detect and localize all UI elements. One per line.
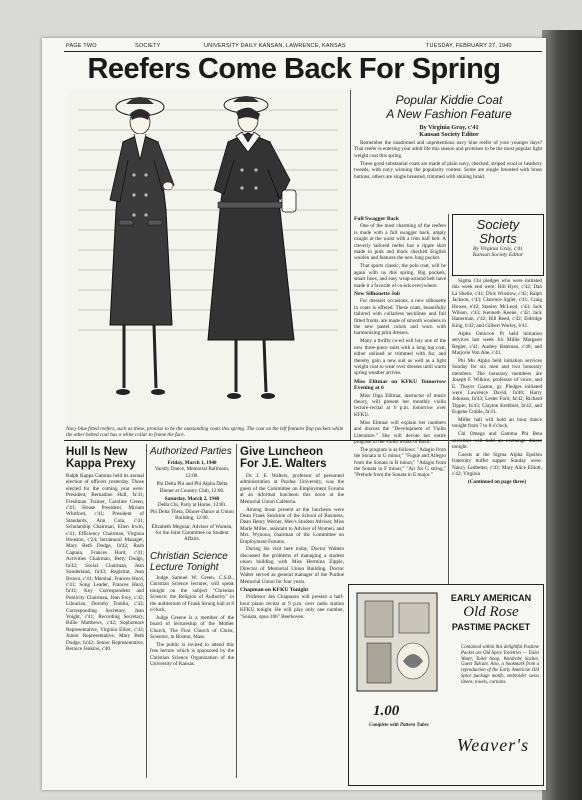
section-label: SOCIETY: [135, 43, 161, 49]
column-rule: [236, 444, 237, 778]
newspaper-page: [42, 38, 546, 790]
luncheon-story: [240, 446, 344, 621]
society-shorts-box: [452, 214, 544, 276]
feature-para: The program is as follows: "Adagio from the Sonata in G minor," "Fugue and Allegro from the Sonata in B minor," "Adagio from the Sonata in F minor," "Air for G string," "Prelude from the Sonata in E major.": [354, 446, 446, 479]
society-shorts-byline: By Virginia Gray, c'41: [473, 246, 523, 252]
society-shorts-body: [452, 278, 542, 486]
continued-note: (Continued on page three): [468, 479, 526, 486]
luncheon-subhead: Chapman on KFKU Tonight: [240, 586, 309, 593]
ad-body: Contained within this delightful Pastime Packet are Old Spice Toiletries — Toilet Water, Toilet Soap, Wardrobe Sachet, Guest Talcum. Also, a bookmark from a reproduction of the Early American Old Spice package motifs, embroider swiss linens, towels, curtains.: [461, 645, 539, 685]
feature-para: For dressier occasions, a new silhouette in coats is offered. These coats, beautifully tailored with collarless necklines and full fitted fronts, are made of smooth woolens in the new pastel colors and worn with harmonizing print dresses.: [354, 298, 446, 337]
parties-headline: Authorized Parties: [150, 446, 232, 457]
ad-product-name: PASTIME PACKET: [451, 622, 531, 632]
paper-name: UNIVERSITY DAILY KANSAN, LAWRENCE, KANSAS: [204, 43, 346, 49]
feature-byline-title: Kansan Society Editor: [419, 131, 479, 138]
party-entry: Delta Chi, Party at Home, 12:00.: [157, 502, 227, 509]
kappa-body: Ralph Kappa Gamma held its annual election of officers yesterday. Those elected for the coming year were: President, Bernadine Hull, fa'41; Freshman Trainer, Caroline Green, c'41; House President, Miriam Whitford, c'41; President of Standards, Ann Cola, c'41; Scholarship Chairman, Ellen Irwin, c'41; Efficiency Chairman, Virginia Houston, c'24; Intramural Manager, Mary Beth Dodge, fa'42; Rush Captain, Frances Hurd, c'41; Activities Chairman, Betty Dodge, fa'42; Social Chairman, Jean Sunderland, fa'43; Registrar, Jean Brown, c'41; Marshal, Frances Hurd, c'41; Song Leader, Frances Hurd, fa'41; Key Correspondent and Publicity Chairman, Jean Frey, c'42; Librarian, Dorothy Tomlin, c'43; Corresponding Secretary, Jean Voight, c'41; Recording Secretary, Billie Matthews, c'42; Sophomore Representative, Virginia Elliot, c'43; Junior Representative, Mary Beth Dodge, fa'42; Senior Representative, Bernice Jenkins, c'40.: [66, 473, 144, 652]
page-label: PAGE TWO: [66, 43, 97, 49]
shorts-para: Miller hall will hold an hour dance tonight from 7 to 8 o'clock.: [452, 417, 542, 430]
shorts-para: Guests at the Sigma Alpha Epsilon fraternity buffet supper Sunday were: Nancy Ledbetter, c'43; Mary Alice Elliott, c'42; Virginia: [452, 452, 542, 478]
feature-byline: By Virginia Gray, c'41: [419, 124, 479, 131]
parties-story: [150, 446, 234, 669]
feature-para: That sports classic, the polo coat, will be again with us this spring. Big pockets, smart lines, and easy wrap-around belt have made it a favorite of co-eds everywhere.: [354, 263, 446, 289]
feature-subhead: Full Swagger Back: [354, 216, 399, 222]
old-spice-ad: [348, 584, 544, 786]
science-para: Judge Samuel W. Green, C.S.B., Christian Science lecturer, will speak tonight on the subject "Christian Science: the Religion of Authority" in the auditorium of Frank Strong hall at 8 o'clock.: [150, 574, 234, 613]
parties-day: Friday, March 1, 1940: [167, 460, 217, 466]
feature-lead: Remember the unadorned and unpretentious navy blue reefer of your younger days? That reefer is entering your adult life this season and promises to be the most popular light weight coat this spring.: [354, 140, 542, 159]
ad-headline: EARLY AMERICAN: [450, 593, 532, 603]
column-rule: [146, 444, 147, 778]
feature-para: Many a thrifty co-ed will buy one of the new three-piece suits with a long top coat, either unlined or trimmed with fur, and thereby gain a new suit as well as a light weight coat to wear over dresses until warm spring weather arrives.: [354, 338, 446, 377]
party-entry: Elizabeth Meguiar, Adviser of Women, for the Joint Committee on Student Affairs.: [151, 523, 233, 543]
feature-para: One of the most charming of the reefers is made with a full swagger back, amply caught at the waist with a trim half belt. A cleverly tailored reefer has a ripple skirt made in pink and black checked English woolen and features the new lung pocket.: [354, 223, 446, 262]
feature-para: Miss Olga Elitmar, instructor of music theory, will present her monthly violin lecture-recital at 6 p.m. tomorrow over KFKU.: [354, 392, 446, 418]
luncheon-headline: Give Luncheon: [240, 446, 324, 458]
shorts-para: Chi Omega and Gamma Phi Beta sororities will hold an exchange dinner tonight.: [452, 431, 542, 451]
luncheon-headline-2: For J.E. Walters: [240, 458, 327, 470]
issue-date: TUESDAY, FEBRUARY 27, 1940: [426, 43, 512, 49]
feature-intro: [354, 140, 542, 181]
science-body: [150, 575, 234, 668]
product-box-image: [355, 591, 439, 695]
kappa-headline-2: Kappa Prexy: [66, 458, 136, 470]
illustration-caption: Navy blue fitted reefers, such as these, promise to be the outstanding coats this spring. The coat on the left features flap pockets while the other belted coat has a white collar to frame the face.: [66, 426, 344, 438]
binding-shadow: [542, 30, 582, 800]
ad-price-note: Complete with Pattern Tubes: [369, 723, 429, 728]
feature-para: Miss Elitmar will explain her numbers and discuss the "Development of Violin Literature." She will devote her entire program to the violin works of Bach.: [354, 419, 446, 445]
feature-column: [354, 214, 446, 480]
feature-kicker: Popular Kiddie Coat: [395, 93, 503, 107]
parties-day: Saturday, March 2, 1940: [164, 496, 220, 503]
shorts-para: Phi Mu Alpha held initiation services Sunday for six men and two honorary members. The honorary members are Joseph F. Wilkins, professor of voice, and E. Thayer Gaston, gr. Pledges initiated were Lawrence David, fa'40; Harry Johnson, fa'43; Lester Ford, fa'42; Richard Tippin, fa'43; Clayton Krehbiel, fa'42; and Eugene Crable, fa'41.: [452, 357, 542, 416]
society-shorts-title-2: Shorts: [479, 231, 517, 246]
feature-para: These good substantial coats are made of plain navy, checked, striped wool or heathery tweeds, with navy winning the popularity contest. Some are single breasted with brass buttons; others are single breasted, trimmed with shining braid.: [354, 160, 542, 180]
ad-store-name: Weaver's: [456, 735, 530, 755]
feature-subhead: Miss Elitmar on KFKU Tomorrow Evening at 6: [354, 378, 446, 392]
science-para: Judge Greene is a member of the board of lectureship of the Mother Church, The First Church of Christ, Scientist, in Boston, Mass.: [150, 614, 234, 641]
luncheon-para: Professor Jan Chiapusso will present a half-hour piano recital at 9 p.m. over radio station KFKU tonight. He will play only one number, "Sonata, opus 106" Beethoven.: [240, 594, 344, 620]
main-headline: Reefers Come Back For Spring: [87, 53, 501, 85]
science-headline: Christian Science Lecture Tonight: [150, 550, 228, 573]
fashion-illustration: [68, 90, 348, 424]
column-rule: [448, 214, 449, 584]
shorts-para: Alpha Omicron Pi held initiation services last week for Millie Margaret Begler, c'41; Audrey Bateman, c'40; and Marjorie Von Ahe, c'41.: [452, 330, 542, 356]
luncheon-para: Among those present at the luncheon were Dean Frank Stockton of the School of Business, Dean Henry Werner, Men's Student Adviser, Miss Marie Miller, assistant to Adviser of Women, and Mrs. Wynona, chairman of the Committee on Employment Forums.: [240, 506, 344, 545]
kappa-story: [66, 446, 144, 652]
luncheon-body: [240, 473, 344, 620]
luncheon-para: Dr. J. E. Walters, professor of personnel administration at Purdue University, was the guest of the Committee on Employment Forums at an informal luncheon this noon at the Memorial Union Cafeteria.: [240, 473, 344, 505]
kappa-headline: Hull Is New: [66, 446, 128, 458]
feature-subkicker: A New Fashion Feature: [386, 107, 512, 121]
feature-subhead: New Silhouette Job: [354, 290, 400, 297]
party-entry: Phi Delta Phi and Phi Alpha Delta Dinner at Country Club, 12:00.: [156, 481, 228, 494]
ad-price: 1.00: [373, 703, 400, 719]
ad-brand-script: Old Rose: [463, 604, 519, 620]
society-shorts-byline-title: Kansan Society Editor: [472, 252, 524, 258]
party-entry: Phi Delta Theta, Dinner-Dance at Union Building, 12:00.: [150, 508, 234, 522]
column-rule: [350, 90, 351, 440]
society-shorts-title: Society: [476, 217, 520, 232]
shorts-para: Sigma Chi pledges who were initiated this week end were: Bill Hyer, c'42; Dan La Shelle, c'41; Dick Winslow, c'42; Ralph Jackson, c'43; Clarence Sigler, c'41; Craig Howes, e'42; Stanley McLeod, c'43; Jack Wilson, c'43; Kenneth Keene, c'42; Jack Hanerman, c'42; Bill Reed, c'42; Eldridge King, b'42; and Gilbert Worley, b'41.: [452, 278, 542, 329]
science-para: The public is invited to attend this free lecture which is sponsored by the Christian Science Organization of the University of Kansas.: [150, 641, 234, 668]
party-entry: Varsity Dance, Memorial Ballroom, 12:00.: [154, 466, 230, 479]
luncheon-para: During his visit here today, Doctor Walters discussed the problems of managing a student union building with Miss Hermina Zipple, Director of Memorial Union Building. Doctor Walter served as general manager of the Purdue Memorial Union for four years.: [240, 546, 344, 585]
